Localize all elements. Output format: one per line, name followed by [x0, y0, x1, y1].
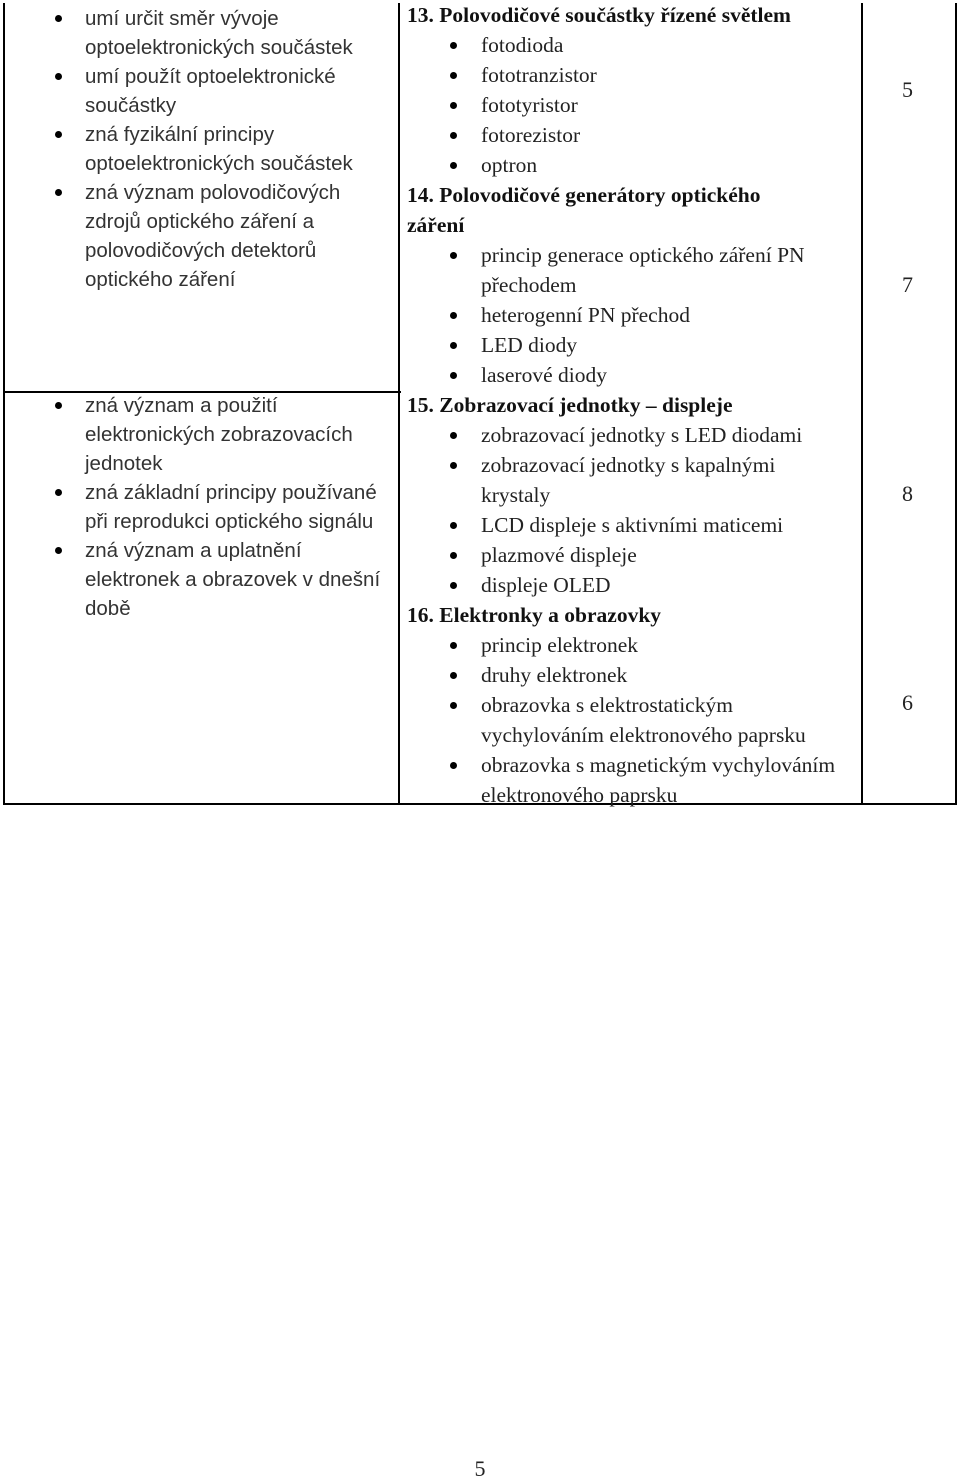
topic-item: fototranzistor — [407, 60, 861, 90]
topic-heading: 14. Polovodičové generátory optického záření — [407, 183, 761, 237]
topic-item: fotodioda — [407, 30, 861, 60]
topic-heading: 13. Polovodičové součástky řízené světlem — [407, 3, 791, 27]
topic-item: druhy elektronek — [407, 660, 861, 690]
hours-topic-14: 7 — [902, 272, 913, 297]
outcome-item: zná fyzikální principy optoelektronických součástek — [12, 120, 392, 178]
outcomes-group-2 — [12, 391, 392, 623]
topic-item: obrazovka s elektrostatickým vychylováním elektronového paprsku — [407, 690, 861, 750]
topic-heading: 16. Elektronky a obrazovky — [407, 603, 662, 627]
topic-item: princip elektronek — [407, 630, 861, 660]
topics-column — [407, 0, 861, 810]
outcome-item: zná význam a uplatnění elektronek a obrazovek v dnešní době — [12, 536, 392, 623]
outcome-item: zná základní principy používané při reprodukci optického signálu — [12, 478, 392, 536]
topic-item: zobrazovací jednotky s LED diodami — [407, 420, 861, 450]
hours-topic-15: 8 — [902, 481, 913, 506]
outcome-item: umí použít optoelektronické součástky — [12, 62, 392, 120]
topic-item: LCD displeje s aktivními maticemi — [407, 510, 861, 540]
topic-item: fototyristor — [407, 90, 861, 120]
topic-15 — [407, 390, 861, 600]
outcome-item: umí určit směr vývoje optoelektronických součástek — [12, 4, 392, 62]
topic-14 — [407, 180, 861, 390]
topic-item: plazmové displeje — [407, 540, 861, 570]
hours-topic-13: 5 — [902, 77, 913, 102]
page-number: 5 — [474, 1456, 486, 1481]
column-divider-1 — [398, 3, 400, 805]
topic-item: LED diody — [407, 330, 861, 360]
topic-item: optron — [407, 150, 861, 180]
topic-16 — [407, 600, 861, 810]
topic-item: laserové diody — [407, 360, 861, 390]
column-divider-2 — [861, 3, 863, 805]
topic-item: obrazovka s magnetickým vychylováním elektronového paprsku — [407, 750, 861, 810]
topic-13 — [407, 0, 861, 180]
topic-item: fotorezistor — [407, 120, 861, 150]
topic-item: heterogenní PN přechod — [407, 300, 861, 330]
outcomes-group-1 — [12, 4, 392, 294]
topic-item: princip generace optického záření PN přechodem — [407, 240, 861, 300]
hours-topic-16: 6 — [902, 690, 913, 715]
outcome-item: zná význam polovodičových zdrojů optického záření a polovodičových detektorů optického záření — [12, 178, 392, 294]
topic-item: zobrazovací jednotky s kapalnými krystaly — [407, 450, 781, 510]
topic-item: displeje OLED — [407, 570, 861, 600]
outcome-item: zná význam a použití elektronických zobrazovacích jednotek — [12, 391, 392, 478]
topic-heading: 15. Zobrazovací jednotky – displeje — [407, 393, 733, 417]
